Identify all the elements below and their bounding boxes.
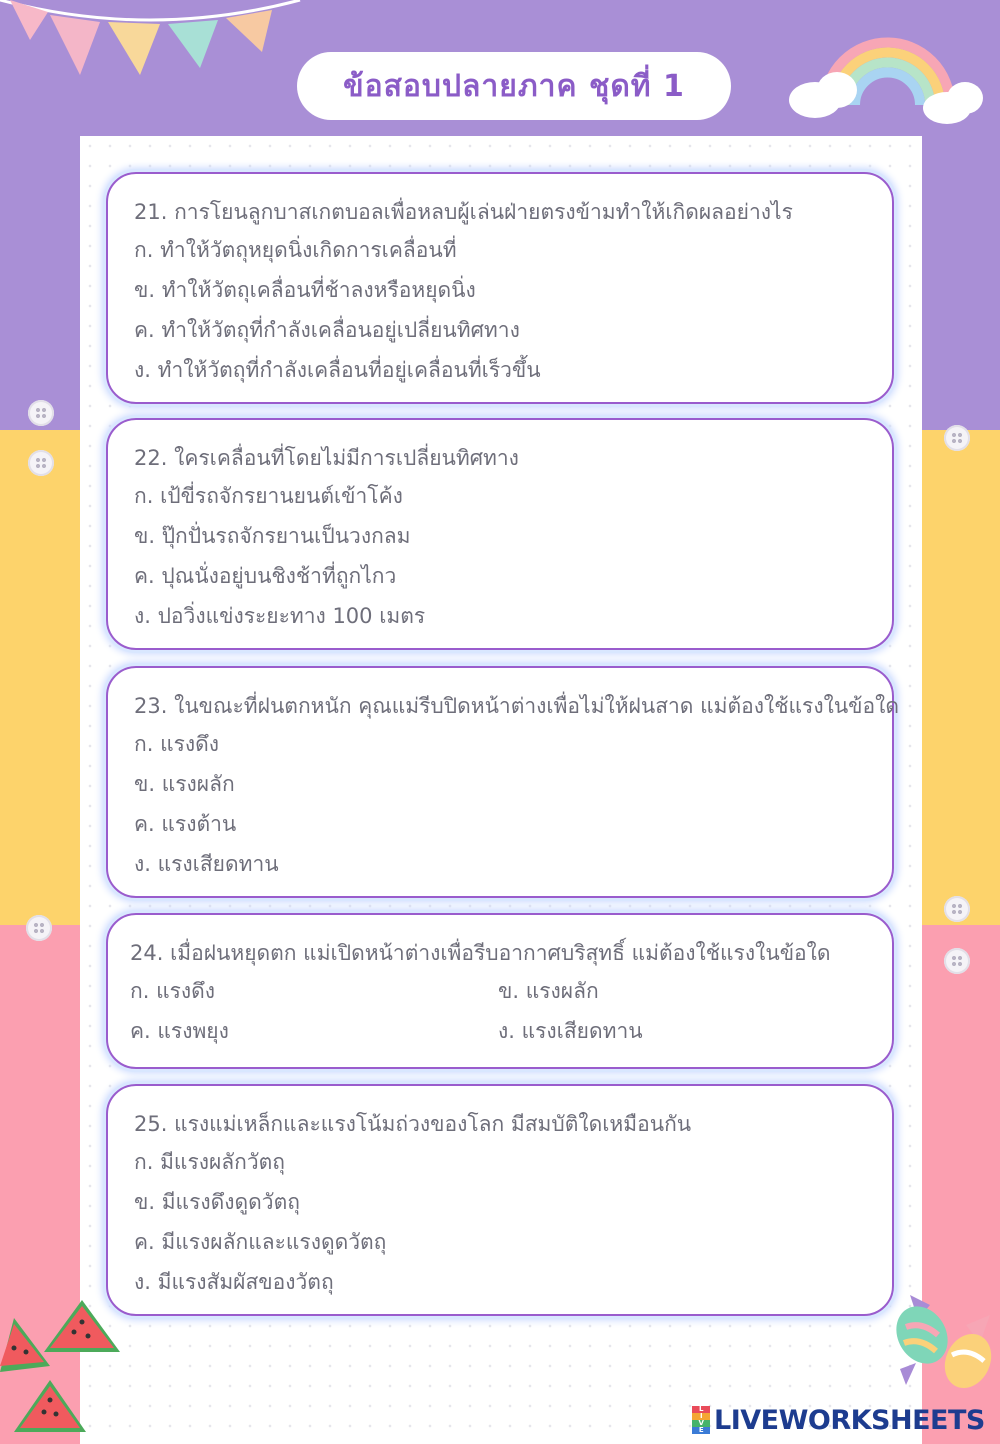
question-text: 23. ในขณะที่ฝนตกหนัก คุณแม่รีบปิดหน้าต่างเพื่อไม่ให้ฝนสาด แม่ต้องใช้แรงในข้อใด [134, 694, 900, 718]
button-decoration-icon [944, 896, 970, 922]
answer-option[interactable]: ข. แรงผลัก [134, 772, 235, 796]
question-text: 22. ใครเคลื่อนที่โดยไม่มีการเปลี่ยนทิศทาง [134, 446, 519, 470]
answer-option[interactable]: ค. ปุณนั่งอยู่บนชิงช้าที่ถูกไกว [134, 564, 397, 588]
answer-option[interactable]: ค. แรงพยุง [130, 1019, 229, 1043]
answer-option[interactable]: ค. ทำให้วัตถุที่กำลังเคลื่อนอยู่เปลี่ยนทิศทาง [134, 318, 520, 342]
liveworksheets-logo [692, 1404, 985, 1436]
rainbow-cloud-icon [785, 10, 990, 130]
answer-option[interactable]: ง. ปอวิ่งแข่งระยะทาง 100 เมตร [134, 604, 426, 628]
answer-option[interactable]: ค. แรงต้าน [134, 812, 237, 836]
answer-option[interactable]: ง. ทำให้วัตถุที่กำลังเคลื่อนที่อยู่เคลื่อนที่เร็วขึ้น [134, 358, 541, 382]
watermelon-icon [0, 1292, 140, 1444]
question-text: 21. การโยนลูกบาสเกตบอลเพื่อหลบผู้เล่นฝ่ายตรงข้ามทำให้เกิดผลอย่างไร [134, 200, 793, 224]
answer-option[interactable]: ข. แรงผลัก [498, 979, 599, 1003]
answer-option[interactable]: ก. แรงดึง [130, 979, 216, 1003]
answer-option[interactable]: ง. มีแรงสัมผัสของวัตถุ [134, 1270, 334, 1294]
button-decoration-icon [28, 450, 54, 476]
page-title: ข้อสอบปลายภาค ชุดที่ 1 [297, 52, 731, 120]
answer-option[interactable]: ง. แรงเสียดทาน [134, 852, 279, 876]
question-card [106, 1084, 894, 1316]
question-text: 24. เมื่อฝนหยุดตก แม่เปิดหน้าต่างเพื่อรีบอากาศบริสุทธิ์ แม่ต้องใช้แรงในข้อใด [130, 941, 831, 965]
question-card [106, 172, 894, 404]
answer-option[interactable]: ข. ปุ๊กปั่นรถจักรยานเป็นวงกลม [134, 524, 411, 548]
question-text: 25. แรงแม่เหล็กและแรงโน้มถ่วงของโลก มีสมบัติใดเหมือนกัน [134, 1112, 692, 1136]
question-card [106, 418, 894, 650]
button-decoration-icon [26, 915, 52, 941]
button-decoration-icon [944, 948, 970, 974]
liveworksheets-mark-icon: L I V E [692, 1406, 710, 1434]
answer-option[interactable]: ก. แรงดึง [134, 732, 220, 756]
answer-option[interactable]: ข. มีแรงดึงดูดวัตถุ [134, 1190, 300, 1214]
candy-icon [870, 1285, 998, 1405]
answer-option[interactable]: ค. มีแรงผลักและแรงดูดวัตถุ [134, 1230, 387, 1254]
button-decoration-icon [944, 425, 970, 451]
answer-option[interactable]: ก. ทำให้วัตถุหยุดนิ่งเกิดการเคลื่อนที่ [134, 238, 457, 262]
answer-option[interactable]: ก. มีแรงผลักวัตถุ [134, 1150, 286, 1174]
brand-name: LIVEWORKSHEETS [714, 1404, 985, 1436]
answer-option[interactable]: ข. ทำให้วัตถุเคลื่อนที่ช้าลงหรือหยุดนิ่ง [134, 278, 476, 302]
bunting-decoration-icon [0, 0, 310, 80]
question-card [106, 666, 900, 898]
button-decoration-icon [28, 400, 54, 426]
answer-option[interactable]: ง. แรงเสียดทาน [498, 1019, 643, 1043]
answer-option[interactable]: ก. เป้ขี่รถจักรยานยนต์เข้าโค้ง [134, 484, 403, 508]
question-card [106, 913, 894, 1069]
